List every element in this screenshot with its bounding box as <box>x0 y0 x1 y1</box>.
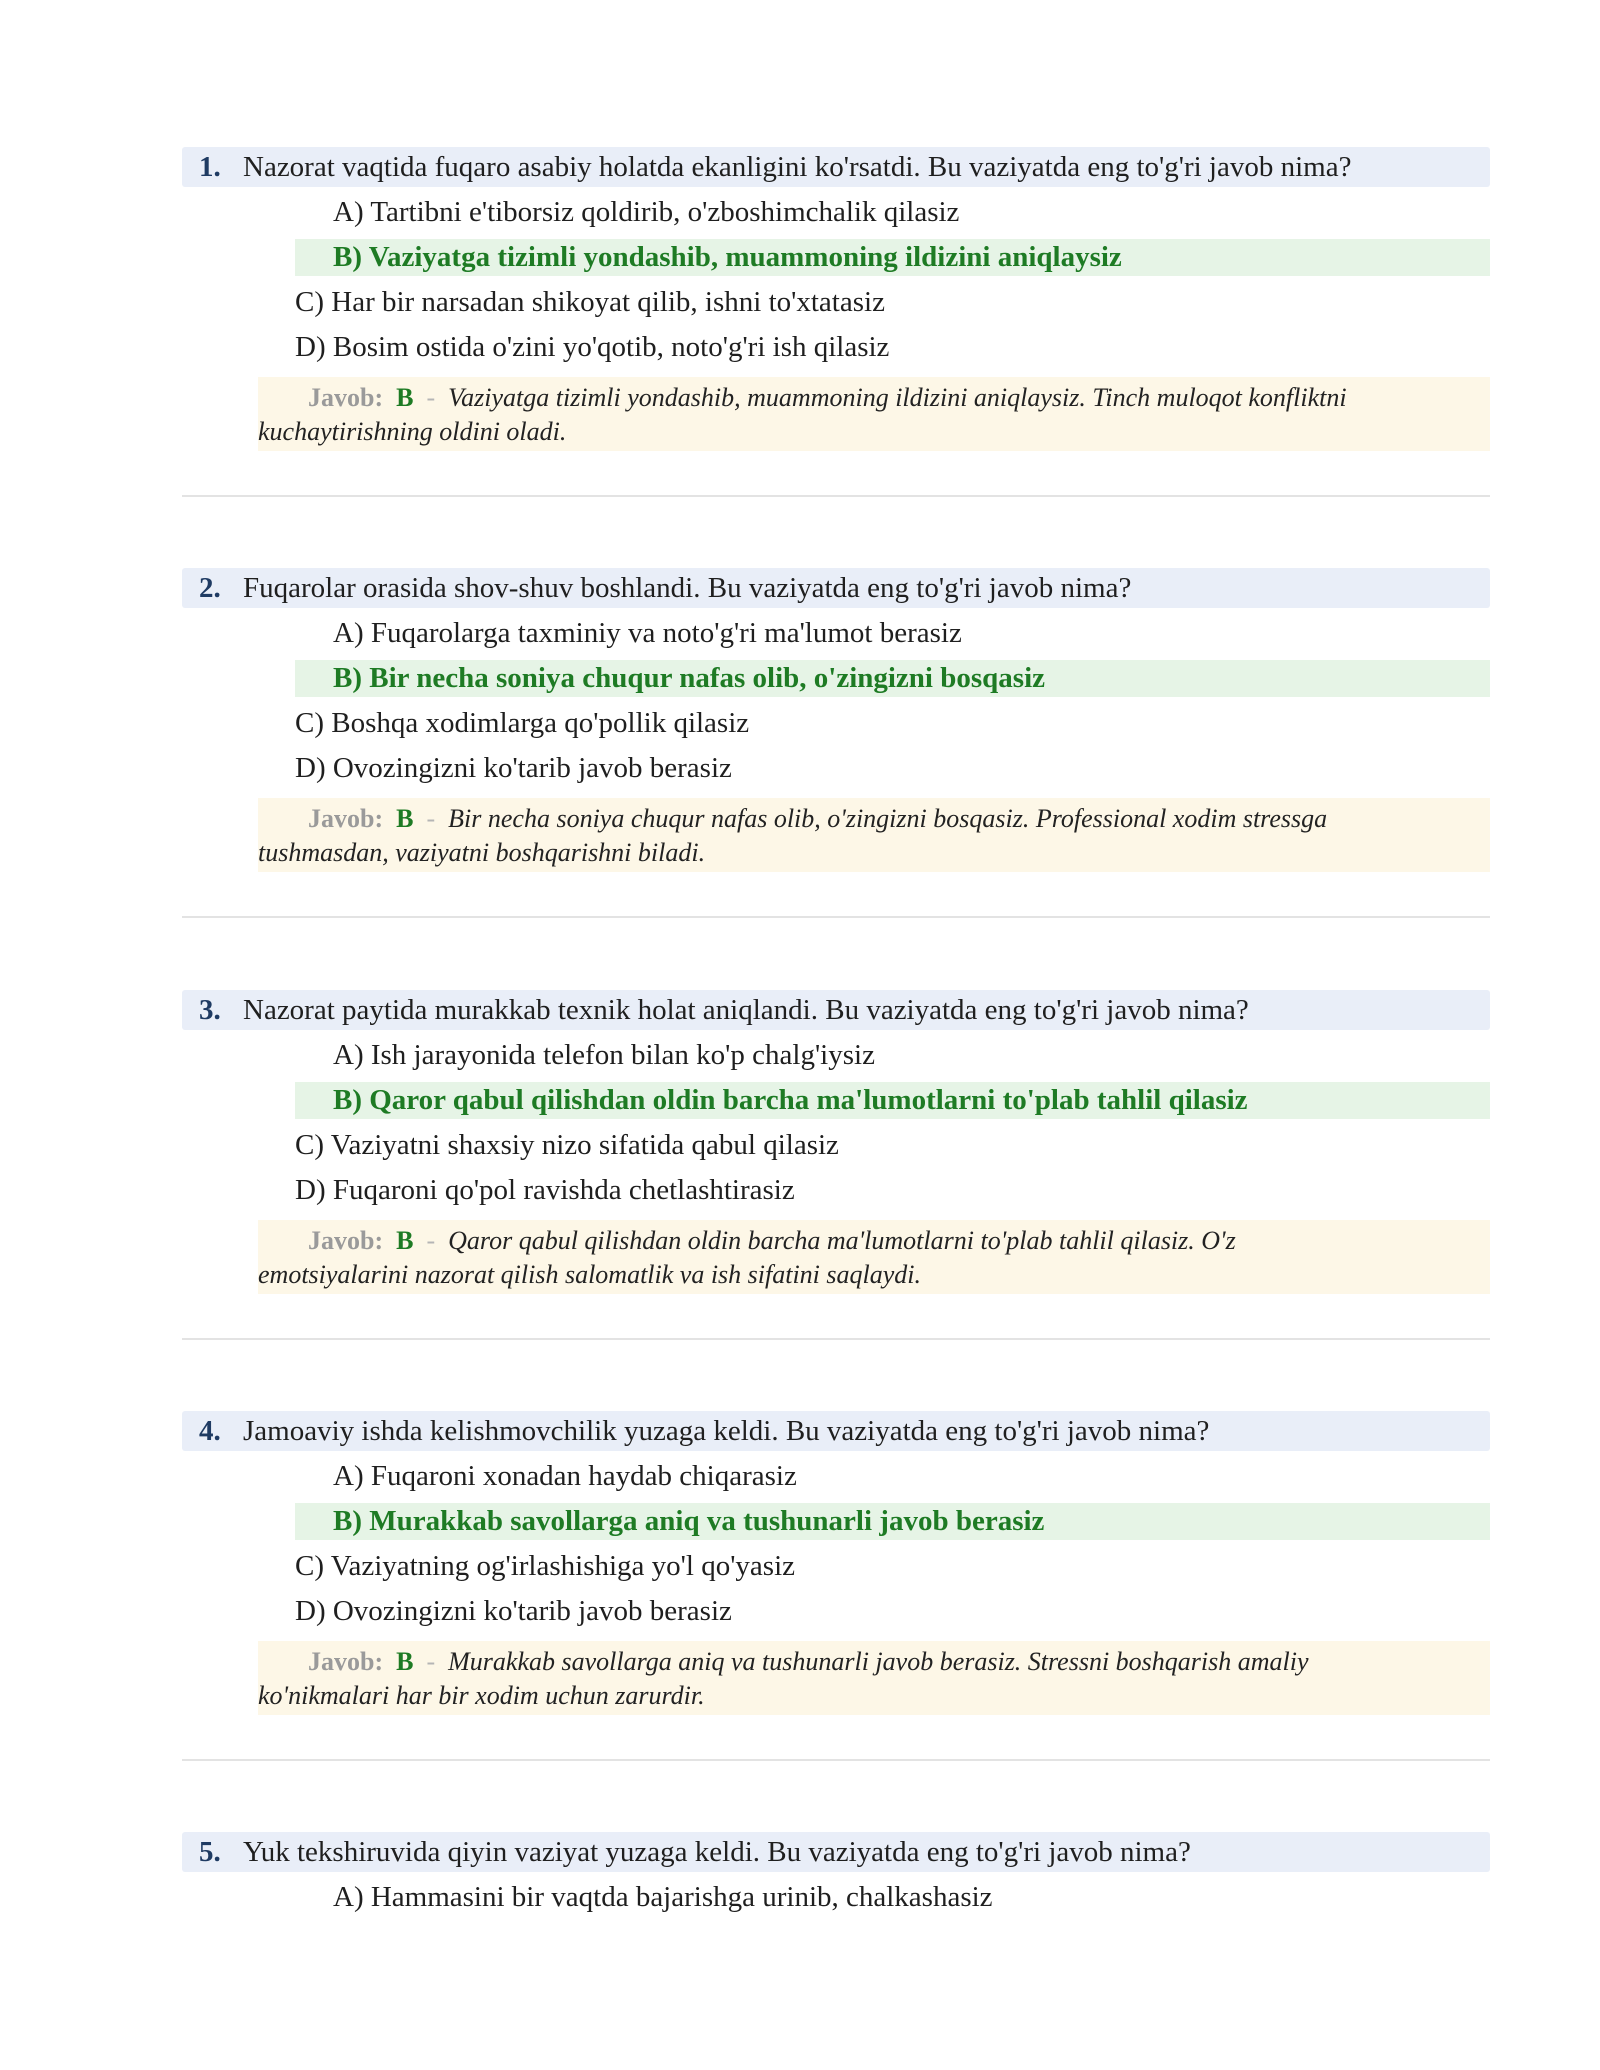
question-number: 2. <box>199 572 221 604</box>
answer-explanation: Vaziyatga tizimli yondashib, muammoning ildizini aniqlaysiz. Tinch muloqot konfliktni <box>448 383 1347 412</box>
answer-line-1 <box>308 383 1347 413</box>
option-c: C) Har bir narsadan shikoyat qilib, ishni to'xtatasiz <box>295 286 885 318</box>
option-a: A) Fuqaroni xonadan haydab chiqarasiz <box>333 1460 797 1492</box>
question-text: Nazorat vaqtida fuqaro asabiy holatda ekanligini ko'rsatdi. Bu vaziyatda eng to'g'ri javob nima? <box>243 151 1352 183</box>
answer-line-2: emotsiyalarini nazorat qilish salomatlik va ish sifatini saqlaydi. <box>258 1260 922 1289</box>
answer-explanation: Bir necha soniya chuqur nafas olib, o'zingizni bosqasiz. Professional xodim stressga <box>448 804 1328 833</box>
option-a: A) Hammasini bir vaqtda bajarishga urinib, chalkashasiz <box>333 1881 993 1913</box>
answer-label: Javob: <box>308 383 384 412</box>
answer-dash: - <box>426 804 436 833</box>
answer-box <box>258 377 1490 451</box>
question-number: 1. <box>199 151 221 183</box>
question-text: Jamoaviy ishda kelishmovchilik yuzaga keldi. Bu vaziyatda eng to'g'ri javob nima? <box>243 1415 1210 1447</box>
option-d: D) Bosim ostida o'zini yo'qotib, noto'g'ri ish qilasiz <box>295 331 890 363</box>
option-c: C) Vaziyatning og'irlashishiga yo'l qo'yasiz <box>295 1550 796 1582</box>
option-a: A) Fuqarolarga taxminiy va noto'g'ri ma'lumot berasiz <box>333 617 962 649</box>
question-number: 4. <box>199 1415 221 1447</box>
option-a: A) Tartibni e'tiborsiz qoldirib, o'zboshimchalik qilasiz <box>333 196 960 228</box>
option-c: C) Boshqa xodimlarga qo'pollik qilasiz <box>295 707 750 739</box>
answer-label: Javob: <box>308 1647 384 1676</box>
answer-letter: B <box>396 1226 414 1255</box>
option-b-correct: B) Murakkab savollarga aniq va tushunarli javob berasiz <box>333 1505 1045 1537</box>
question-number: 3. <box>199 994 221 1026</box>
answer-line-1 <box>308 804 1327 834</box>
answer-line-2: kuchaytirishning oldini oladi. <box>258 417 567 446</box>
answer-label: Javob: <box>308 1226 384 1255</box>
answer-explanation: Murakkab savollarga aniq va tushunarli javob berasiz. Stressni boshqarish amaliy <box>448 1647 1309 1676</box>
answer-box <box>258 1220 1490 1294</box>
option-b-correct: B) Qaror qabul qilishdan oldin barcha ma'lumotlarni to'plab tahlil qilasiz <box>333 1084 1248 1116</box>
divider <box>182 916 1490 918</box>
question-header <box>182 990 1490 1030</box>
question-text: Yuk tekshiruvida qiyin vaziyat yuzaga keldi. Bu vaziyatda eng to'g'ri javob nima? <box>243 1836 1191 1868</box>
answer-line-1 <box>308 1647 1309 1677</box>
answer-line-1 <box>308 1226 1236 1256</box>
answer-dash: - <box>426 1226 436 1255</box>
option-d: D) Fuqaroni qo'pol ravishda chetlashtirasiz <box>295 1174 795 1206</box>
divider <box>182 1759 1490 1761</box>
question-header <box>182 1832 1490 1872</box>
answer-explanation: Qaror qabul qilishdan oldin barcha ma'lumotlarni to'plab tahlil qilasiz. O'z <box>448 1226 1236 1255</box>
answer-line-2: tushmasdan, vaziyatni boshqarishni biladi. <box>258 838 706 867</box>
option-c: C) Vaziyatni shaxsiy nizo sifatida qabul qilasiz <box>295 1129 839 1161</box>
option-a: A) Ish jarayonida telefon bilan ko'p chalg'iysiz <box>333 1039 875 1071</box>
answer-letter: B <box>396 804 414 833</box>
question-header <box>182 1411 1490 1451</box>
answer-box <box>258 798 1490 872</box>
answer-dash: - <box>426 1647 436 1676</box>
answer-box <box>258 1641 1490 1715</box>
question-header <box>182 147 1490 187</box>
question-text: Nazorat paytida murakkab texnik holat aniqlandi. Bu vaziyatda eng to'g'ri javob nima? <box>243 994 1249 1026</box>
option-d: D) Ovozingizni ko'tarib javob berasiz <box>295 1595 732 1627</box>
option-b-correct: B) Bir necha soniya chuqur nafas olib, o'zingizni bosqasiz <box>333 662 1046 694</box>
answer-line-2: ko'nikmalari har bir xodim uchun zarurdir. <box>258 1681 705 1710</box>
question-number: 5. <box>199 1836 221 1868</box>
divider <box>182 495 1490 497</box>
answer-letter: B <box>396 383 414 412</box>
question-header <box>182 568 1490 608</box>
option-d: D) Ovozingizni ko'tarib javob berasiz <box>295 752 732 784</box>
question-text: Fuqarolar orasida shov-shuv boshlandi. Bu vaziyatda eng to'g'ri javob nima? <box>243 572 1132 604</box>
answer-label: Javob: <box>308 804 384 833</box>
answer-letter: B <box>396 1647 414 1676</box>
option-b-correct: B) Vaziyatga tizimli yondashib, muammoning ildizini aniqlaysiz <box>333 241 1122 273</box>
divider <box>182 1338 1490 1340</box>
answer-dash: - <box>426 383 436 412</box>
